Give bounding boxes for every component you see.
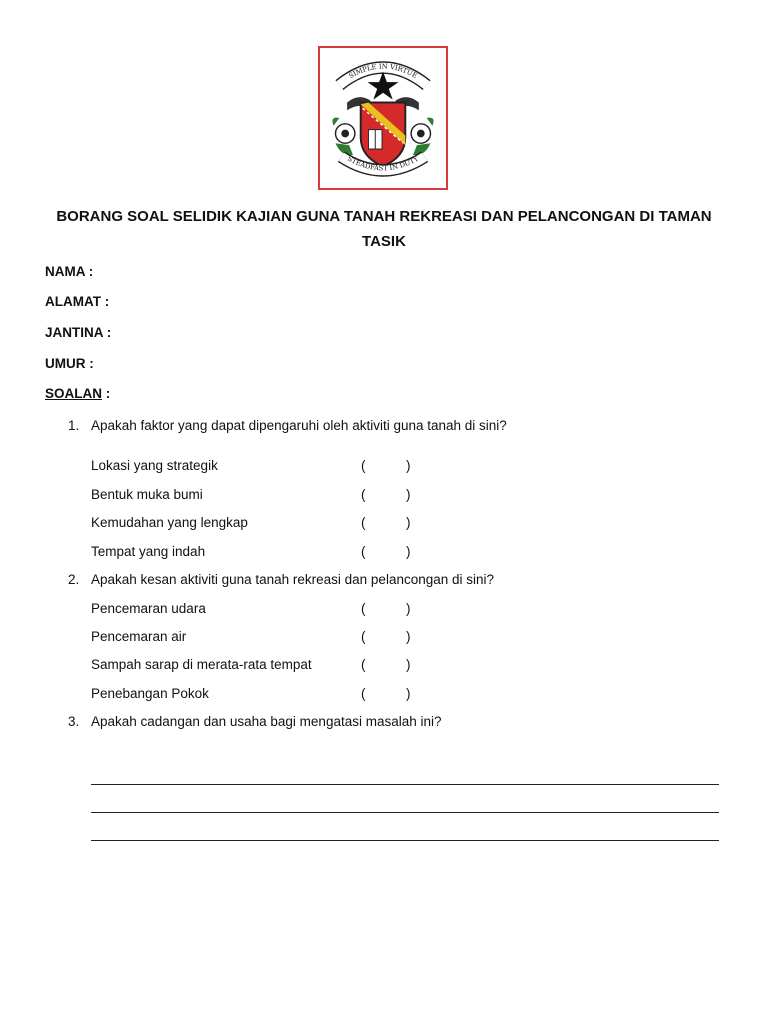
q2-option-4-checkbox-open[interactable]: ( xyxy=(361,686,366,701)
q1-option-4-checkbox-close[interactable]: ) xyxy=(406,544,411,559)
question-1-number: 1. xyxy=(68,418,80,433)
question-3-text: Apakah cadangan dan usaha bagi mengatasi masalah ini? xyxy=(91,714,442,729)
q2-option-2-checkbox-open[interactable]: ( xyxy=(361,629,366,644)
soalan-label: SOALAN xyxy=(45,386,102,401)
form-title: BORANG SOAL SELIDIK KAJIAN GUNA TANAH REKREASI DAN PELANCONGAN DI TAMAN TASIK xyxy=(56,208,712,250)
field-nama: NAMA : xyxy=(45,264,94,279)
question-2-text: Apakah kesan aktiviti guna tanah rekreasi dan pelancongan di sini? xyxy=(91,572,495,587)
q1-option-3-checkbox-close[interactable]: ) xyxy=(406,515,411,530)
q2-option-4: Penebangan Pokok xyxy=(91,686,209,701)
soalan-heading xyxy=(45,386,110,401)
q1-option-3: Kemudahan yang lengkap xyxy=(91,515,248,530)
school-crest-logo xyxy=(318,46,448,190)
crest-icon xyxy=(320,48,446,188)
q2-option-3-checkbox-close[interactable]: ) xyxy=(406,657,411,672)
q1-option-1: Lokasi yang strategik xyxy=(91,458,218,473)
q2-option-2: Pencemaran air xyxy=(91,629,187,644)
q1-option-2-checkbox-open[interactable]: ( xyxy=(361,487,366,502)
motto-bottom: STEADFAST IN DUTY xyxy=(346,154,420,173)
question-3-number: 3. xyxy=(68,714,80,729)
answer-line-3[interactable] xyxy=(91,840,719,841)
q1-option-2: Bentuk muka bumi xyxy=(91,487,203,502)
q1-option-1-checkbox-open[interactable]: ( xyxy=(361,458,366,473)
field-jantina: JANTINA : xyxy=(45,325,112,340)
q2-option-4-checkbox-close[interactable]: ) xyxy=(406,686,411,701)
q2-option-3: Sampah sarap di merata-rata tempat xyxy=(91,657,312,672)
q1-option-2-checkbox-close[interactable]: ) xyxy=(406,487,411,502)
field-alamat: ALAMAT : xyxy=(45,294,110,309)
question-1-text: Apakah faktor yang dapat dipengaruhi oleh aktiviti guna tanah di sini? xyxy=(91,418,507,433)
answer-line-2[interactable] xyxy=(91,812,719,813)
answer-line-1[interactable] xyxy=(91,784,719,785)
q1-option-4: Tempat yang indah xyxy=(91,544,206,559)
motto-top: SIMPLE IN VIRTUE xyxy=(347,62,419,81)
q2-option-1-checkbox-close[interactable]: ) xyxy=(406,601,411,616)
q2-option-2-checkbox-close[interactable]: ) xyxy=(406,629,411,644)
q1-option-4-checkbox-open[interactable]: ( xyxy=(361,544,366,559)
field-umur: UMUR : xyxy=(45,356,94,371)
q1-option-1-checkbox-close[interactable]: ) xyxy=(406,458,411,473)
q2-option-3-checkbox-open[interactable]: ( xyxy=(361,657,366,672)
question-2-number: 2. xyxy=(68,572,80,587)
q2-option-1: Pencemaran udara xyxy=(91,601,206,616)
soalan-suffix: : xyxy=(102,386,111,401)
q2-option-1-checkbox-open[interactable]: ( xyxy=(361,601,366,616)
q1-option-3-checkbox-open[interactable]: ( xyxy=(361,515,366,530)
